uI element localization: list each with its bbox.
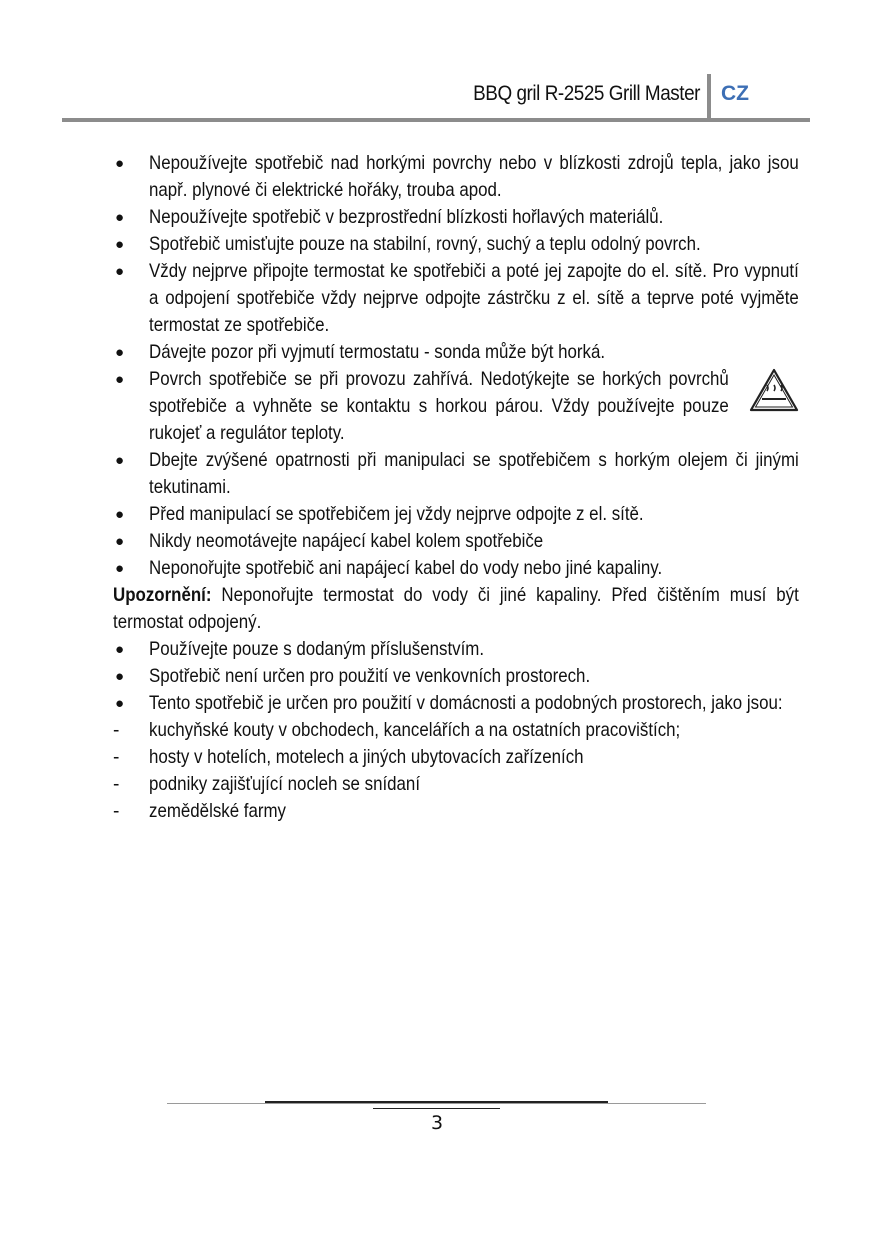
warning-label: Upozornění: [113, 585, 212, 606]
dash-marker: - [113, 774, 120, 795]
list-item-text: Nepoužívejte spotřebič nad horkými povrchy nebo v blízkosti zdrojů tepla, jako jsou např. plynové či elektrické hořáky, trouba apod. [149, 153, 799, 201]
list-item [113, 204, 799, 231]
footer-rule [167, 1103, 706, 1104]
list-item-text: Vždy nejprve připojte termostat ke spotřebiči a poté jej zapojte do el. sítě. Pro vypnutí a odpojení spotřebiče vždy nejprve odpojte zástrčku z el. sítě a teprve poté vyjměte termostat ze spotřebiče. [149, 261, 799, 336]
list-item [113, 528, 799, 555]
list-item-text: Spotřebič není určen pro použití ve venkovních prostorech. [149, 666, 591, 687]
language-code: CZ [721, 82, 749, 105]
list-item [113, 690, 799, 717]
dash-item-text: hosty v hotelích, motelech a jiných ubytovacích zařízeních [149, 747, 584, 768]
dash-item [113, 744, 799, 771]
list-item [113, 555, 799, 582]
list-item-text: Dávejte pozor při vyjmutí termostatu - sonda může být horká. [149, 342, 606, 363]
list-item-text: Nikdy neomotávejte napájecí kabel kolem spotřebiče [149, 531, 544, 552]
bullet-marker: ● [115, 263, 125, 280]
list-item [113, 663, 799, 690]
bullet-marker: ● [115, 236, 125, 253]
hot-surface-warning-icon [749, 368, 799, 412]
bullet-marker: ● [115, 560, 125, 577]
list-item [113, 501, 799, 528]
list-item [113, 447, 799, 501]
list-item [113, 231, 799, 258]
dash-marker: - [113, 720, 120, 741]
list-item [113, 339, 799, 366]
footer-rule-short [373, 1108, 500, 1109]
list-item-text: Neponořujte spotřebič ani napájecí kabel do vody nebo jiné kapaliny. [149, 558, 663, 579]
list-item [113, 150, 799, 204]
bullet-marker: ● [115, 695, 125, 712]
list-item-text: Před manipulací se spotřebičem jej vždy nejprve odpojte z el. sítě. [149, 504, 644, 525]
bullet-marker: ● [115, 452, 125, 469]
list-item-text: Povrch spotřebiče se při provozu zahřívá. Nedotýkejte se horkých povrchů spotřebiče a vyhněte se kontaktu s horkou párou. Vždy používejte pouze rukojeť a regulátor teploty. [149, 369, 729, 444]
bullet-marker: ● [115, 344, 125, 361]
document-header-title: BBQ gril R-2525 Grill Master [473, 82, 700, 105]
list-item [113, 258, 799, 339]
list-item-text: Používejte pouze s dodaným příslušenstvím. [149, 639, 485, 660]
page-number: 3 [430, 1112, 444, 1134]
bullet-marker: ● [115, 209, 125, 226]
header-separator [707, 74, 711, 118]
dash-item [113, 717, 799, 744]
dash-marker: - [113, 801, 120, 822]
bullet-marker: ● [115, 533, 125, 550]
dash-item [113, 771, 799, 798]
list-item-text: Tento spotřebič je určen pro použití v domácnosti a podobných prostorech, jako jsou: [149, 693, 783, 714]
list-item [113, 636, 799, 663]
bullet-marker: ● [115, 506, 125, 523]
list-item-text: Nepoužívejte spotřebič v bezprostřední blízkosti hořlavých materiálů. [149, 207, 664, 228]
bullet-marker: ● [115, 155, 125, 172]
list-item-text: Dbejte zvýšené opatrnosti při manipulaci se spotřebičem s horkým olejem či jinými tekutinami. [149, 450, 799, 498]
bullet-marker: ● [115, 371, 125, 388]
bullet-marker: ● [115, 641, 125, 658]
dash-marker: - [113, 747, 120, 768]
dash-item-text: podniky zajišťující nocleh se snídaní [149, 774, 421, 795]
dash-item [113, 798, 799, 825]
dash-item-text: kuchyňské kouty v obchodech, kancelářích a na ostatních pracovištích; [149, 720, 681, 741]
warning-text: Neponořujte termostat do vody či jiné kapaliny. Před čištěním musí být termostat odpojený. [113, 585, 799, 633]
footer-rule-dark [265, 1101, 608, 1103]
header-rule [62, 118, 810, 122]
safety-instructions [113, 150, 799, 825]
list-item-text: Spotřebič umisťujte pouze na stabilní, rovný, suchý a teplu odolný povrch. [149, 234, 701, 255]
dash-item-text: zemědělské farmy [149, 801, 287, 822]
warning-paragraph [113, 582, 799, 636]
bullet-marker: ● [115, 668, 125, 685]
list-item-hot-surface [113, 366, 799, 447]
